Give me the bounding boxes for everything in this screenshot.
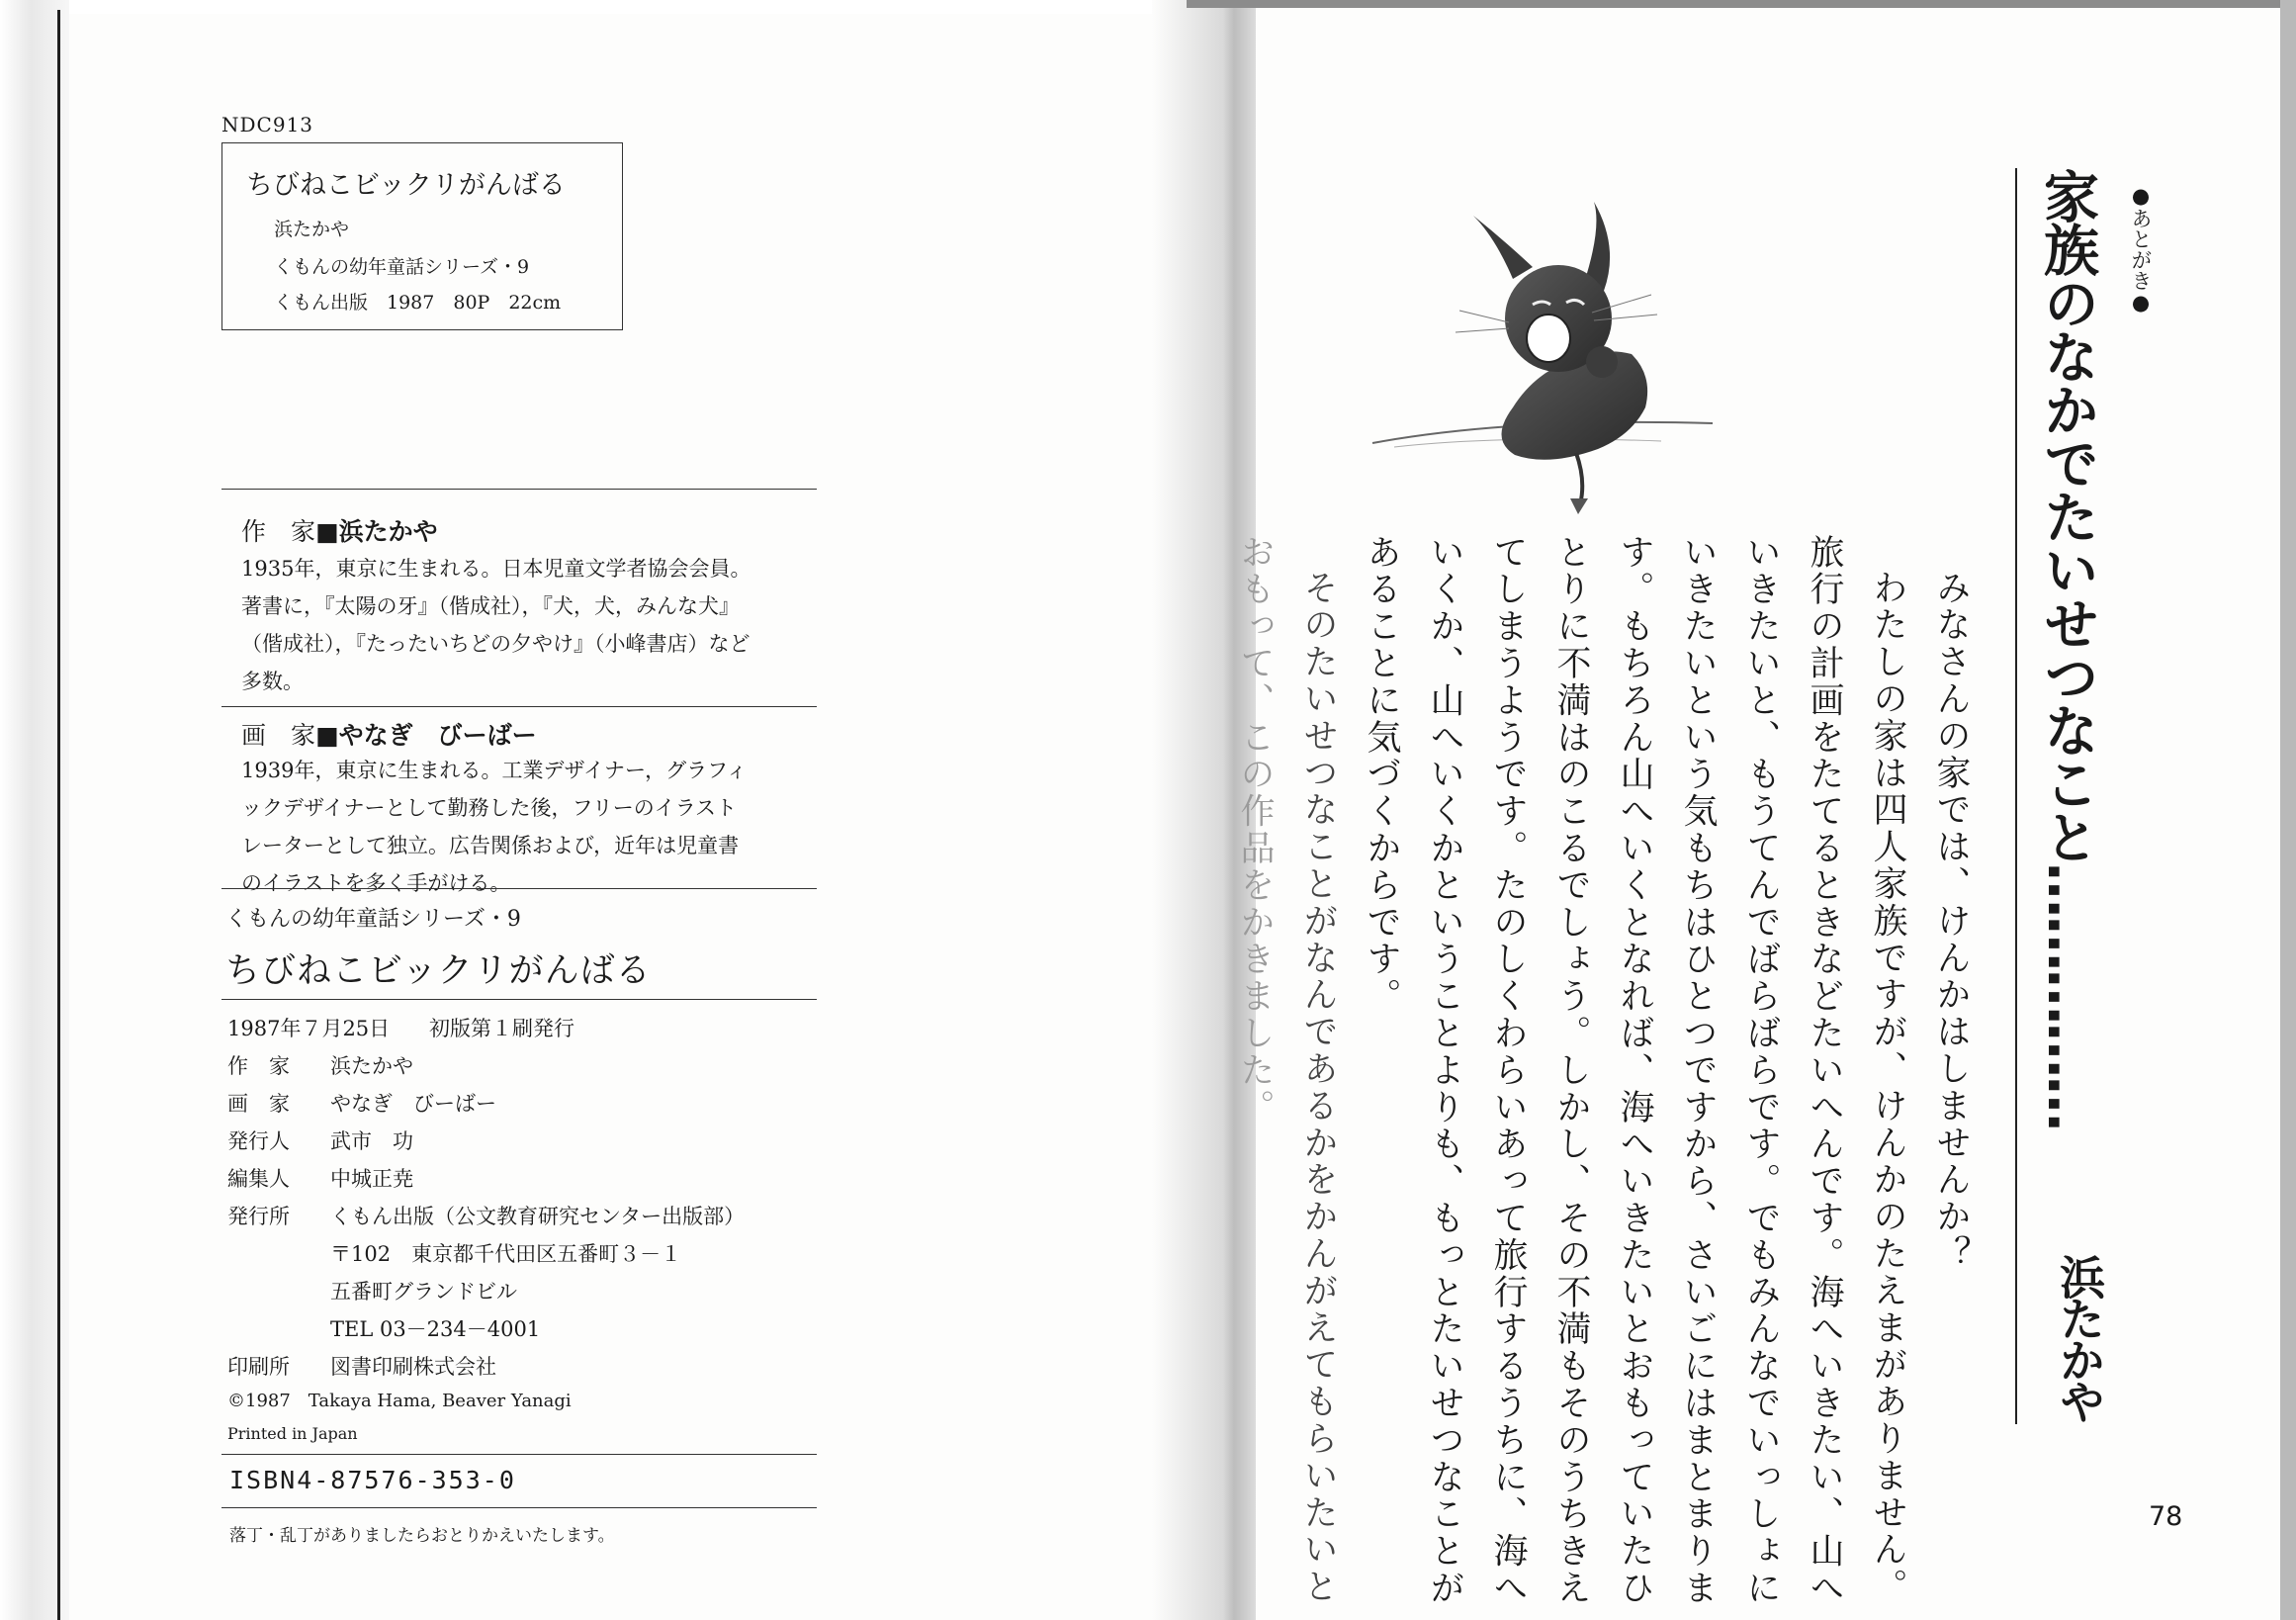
colophon-value: 中城正尭 [330,1167,413,1191]
body-line: みなさんの家では、けんかはしませんか？ [1931,570,1971,1273]
replacement-notice: 落丁・乱丁がありましたらおとりかえいたします。 [229,1526,615,1546]
author-profile-line: （偕成社），『たったいちどの夕やけ』（小峰書店）など [241,632,751,656]
colophon-phone: TEL 03－234－4001 [330,1317,541,1341]
isbn-number: ISBN4-87576-353-0 [229,1466,516,1494]
author-name: 浜たかや [338,517,438,546]
colophon-label: 印刷所 [227,1355,290,1379]
colophon-address: 〒102 東京都千代田区五番町３－１ [330,1242,682,1266]
author-role: 作 家 [241,517,316,546]
title-leader-dots: …………… [2035,862,2099,1129]
body-line: てしまうようです。たのしくわらいあって旅行するうちに、海へ [1488,534,1528,1607]
divider [221,706,817,707]
colophon-label: 発行人 [227,1129,290,1153]
cat-paw [1586,346,1618,378]
body-line: わたしの家は四人家族ですが、けんかのたえまがありません。 [1868,570,1907,1606]
series-name: くもんの幼年童話シリーズ・9 [225,907,521,932]
square-bullet-icon: ■ [315,721,339,750]
copyright-line: ©1987 Takaya Hama, Beaver Yanagi [227,1391,572,1411]
catalog-series: くもんの幼年童話シリーズ・9 [274,256,530,278]
cat-left-ear [1473,216,1533,279]
author-profile-line: 著書に，『太陽の牙』（偕成社），『犬，犬，みんな犬』 [241,594,740,618]
illustrator-profile-text [241,752,747,902]
illustrator-profile-heading [241,716,537,752]
body-line: そのたいせつなことがなんであるかをかんがえてもらいたいと [1298,570,1338,1606]
divider [221,888,817,889]
cat-illustration [1365,188,1730,524]
illustrator-profile-line: レーターとして独立。広告関係および，近年は児童書 [241,834,740,857]
afterword-title-text: 家族のなかでたいせつなこと [2035,168,2099,862]
colophon-label: 作 家 [227,1054,290,1078]
divider [221,489,817,490]
author-profile-line: 多数。 [241,670,304,693]
colophon-value: やなぎ びーばー [330,1092,496,1116]
colophon-value: 図書印刷株式会社 [330,1355,496,1379]
colophon-label: 画 家 [227,1092,290,1116]
catalog-title: ちびねこビックリがんばる [246,170,566,201]
ndc-classification: NDC913 [221,113,314,136]
catalog-publisher: くもん出版 1987 80P 22cm [274,292,562,314]
cat-tail [1576,453,1582,504]
page-number: 78 [2149,1501,2183,1532]
body-line: 旅行の計画をたてるときなどたいへんです。海へいきたい、山へ [1805,534,1844,1607]
author-profile-line: 1935年，東京に生まれる。日本児童文学者協会会員。 [241,557,751,581]
colophon-value: 初版第１刷発行 [429,1017,574,1040]
colophon-building: 五番町グランドビル [330,1280,517,1304]
colophon-label: 発行所 [227,1205,290,1228]
colophon-value: 浜たかや [330,1054,413,1078]
cat-open-mouth [1527,315,1570,362]
body-line: とりに不満はのこるでしょう。しかし、その不満もそのうちきえ [1551,534,1591,1607]
title-rule [2015,168,2017,1424]
book-title: ちびねこビックリがんばる [225,951,652,991]
printed-in-japan: Printed in Japan [227,1424,358,1443]
body-line: いきたいという気もちはひとつですから、さいごにはまとまりま [1678,534,1718,1607]
author-profile-text [241,550,751,700]
afterword-label: ●あとがき● [2129,184,2153,315]
author-profile-heading [241,512,438,548]
colophon-label: 1987年７月25日 [227,1017,391,1040]
afterword-author: 浜たかや [2053,1254,2106,1420]
illustrator-name: やなぎ びーばー [338,721,537,750]
square-bullet-icon: ■ [315,517,339,546]
body-line: あることに気づくからです。 [1362,534,1401,1016]
illustrator-profile-line: 1939年，東京に生まれる。工業デザイナー，グラフィ [241,759,748,782]
afterword-title [2027,168,2106,1129]
divider [221,1507,817,1508]
illustrator-profile-line: のイラストを多く手がける。 [241,871,511,895]
body-line: いくか、山へいくかということよりも、もっとたいせつなことが [1425,534,1464,1607]
divider [221,1454,817,1455]
colophon-value: 武市 功 [330,1129,413,1153]
body-line: おもって、この作品をかきました。 [1235,534,1275,1126]
cat-tail-tuft [1570,498,1588,514]
catalog-card [221,142,623,330]
divider [221,999,817,1000]
page-edge-right [2280,0,2296,1620]
page-edge-top [1187,0,2294,8]
page-edge-left [0,0,69,1620]
colophon-value: くもん出版（公文教育研究センター出版部） [330,1205,746,1228]
illustrator-role: 画 家 [241,721,316,750]
catalog-author: 浜たかや [274,219,350,240]
illustrator-profile-line: ックデザイナーとして勤務した後，フリーのイラスト [241,796,738,820]
body-line: す。もちろん山へいくとなれば、海へいきたいとおもっていたひ [1615,534,1654,1607]
body-line: いきたいと、もうてんでばらばらです。でもみんなでいっしょに [1741,534,1781,1607]
colophon-label: 編集人 [227,1167,290,1191]
